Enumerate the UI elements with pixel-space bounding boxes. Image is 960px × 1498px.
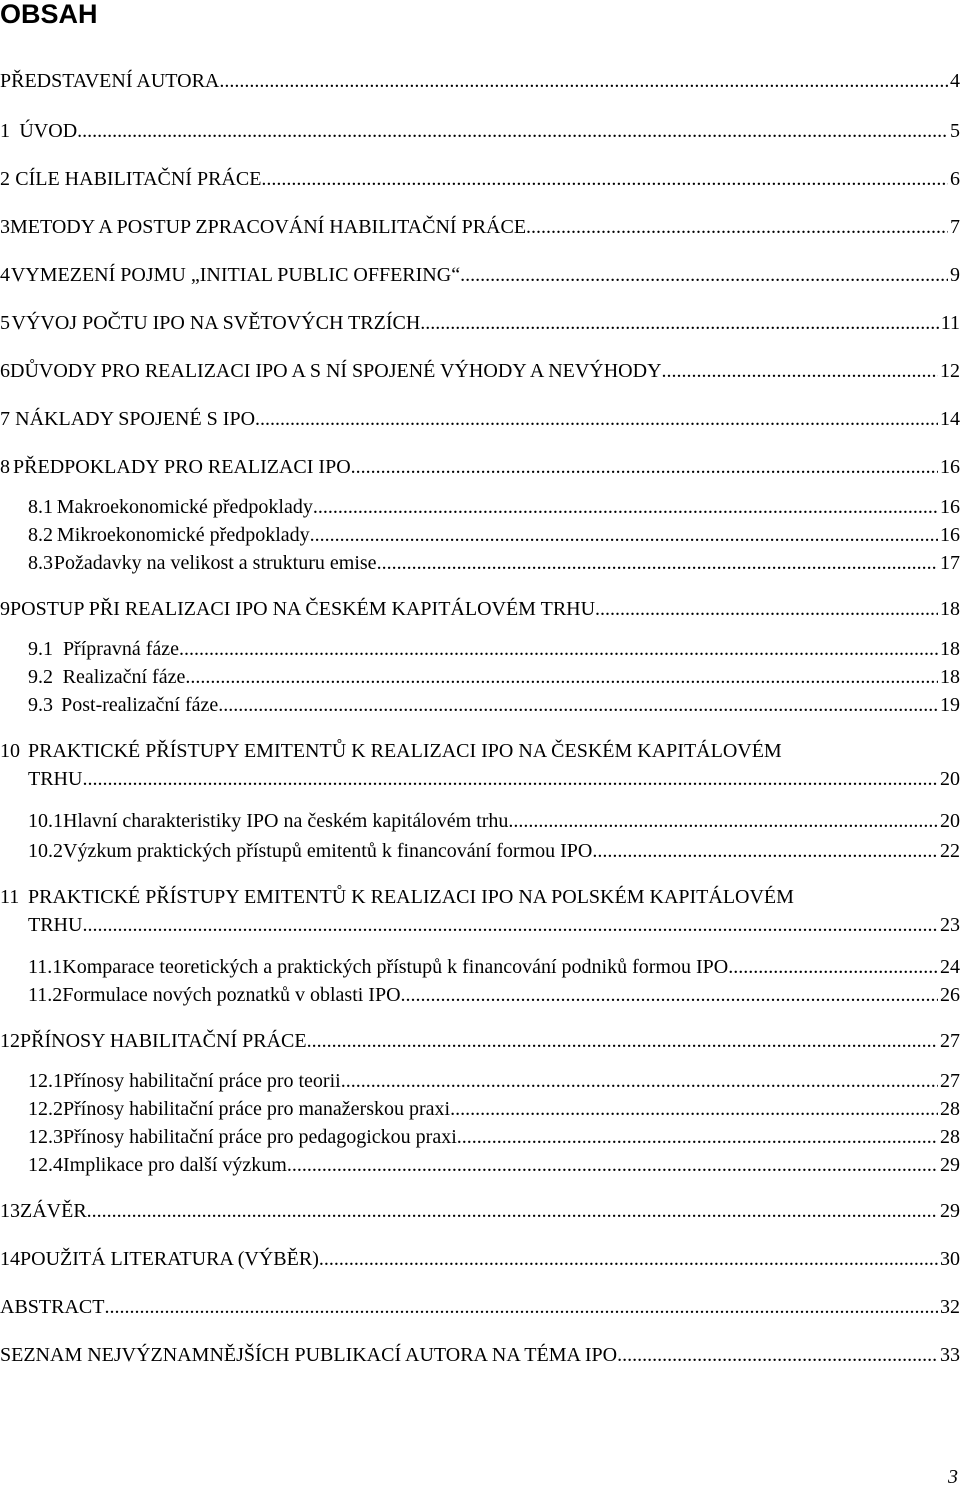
- toc-title: CÍLE HABILITAČNÍ PRÁCE: [15, 168, 262, 190]
- toc-page-number: 7: [950, 216, 960, 238]
- toc-title: SEZNAM NEJVÝZNAMNĚJŠÍCH PUBLIKACÍ AUTORA NA TÉMA IPO: [0, 1344, 618, 1366]
- toc-leader-dots: [77, 118, 948, 144]
- toc-leader-dots: [457, 1124, 938, 1150]
- toc-title: PRAKTICKÉ PŘÍSTUPY EMITENTŮ K REALIZACI IPO NA ČESKÉM KAPITÁLOVÉM: [28, 740, 782, 762]
- toc-page-number: 16: [940, 524, 960, 546]
- toc-entry[interactable]: [0, 118, 960, 144]
- toc-page-number: 27: [940, 1030, 960, 1052]
- toc-leader-dots: [82, 766, 938, 792]
- toc-entry[interactable]: [0, 310, 960, 336]
- toc-leader-dots: [307, 1028, 938, 1054]
- toc-page-number: 27: [940, 1070, 960, 1092]
- toc-entry[interactable]: [0, 1068, 960, 1094]
- toc-leader-dots: [351, 454, 938, 480]
- toc-leader-dots: [87, 1198, 938, 1224]
- toc-page-number: 32: [940, 1296, 960, 1318]
- toc-number: 4: [0, 264, 10, 286]
- toc-number: 11: [0, 886, 20, 908]
- toc-number: 12.1: [28, 1070, 63, 1092]
- toc-entry[interactable]: [0, 808, 960, 834]
- toc-title: VYMEZENÍ POJMU „INITIAL PUBLIC OFFERING“: [10, 264, 461, 286]
- toc-leader-dots: [450, 1096, 938, 1122]
- toc-leader-dots: [508, 808, 938, 834]
- toc-page-number: 18: [940, 666, 960, 688]
- toc-title: NÁKLADY SPOJENÉ S IPO: [15, 408, 256, 430]
- toc-page-number: 24: [940, 956, 960, 978]
- toc-leader-dots: [82, 912, 938, 938]
- toc-entry[interactable]: [0, 692, 960, 718]
- toc-page-number: 18: [940, 598, 960, 620]
- toc-entry[interactable]: [0, 1124, 960, 1150]
- toc-page-number: 6: [950, 168, 960, 190]
- toc-number: 1: [0, 120, 10, 142]
- toc-title: Přínosy habilitační práce pro manažerskou praxi: [63, 1098, 451, 1120]
- toc-title: DŮVODY PRO REALIZACI IPO A S NÍ SPOJENÉ VÝHODY A NEVÝHODY: [10, 360, 662, 382]
- toc-page-number: 18: [940, 638, 960, 660]
- toc-entry[interactable]: [0, 884, 960, 938]
- toc-title-continuation: TRHU: [28, 768, 83, 790]
- toc-title: PŘÍNOSY HABILITAČNÍ PRÁCE: [20, 1030, 307, 1052]
- toc-entry[interactable]: [0, 550, 960, 576]
- toc-leader-dots: [595, 596, 938, 622]
- toc-leader-dots: [460, 262, 948, 288]
- toc-leader-dots: [420, 310, 938, 336]
- toc-number: 8.1: [28, 496, 53, 518]
- toc-page-number: 29: [940, 1154, 960, 1176]
- toc-leader-dots: [313, 494, 938, 520]
- toc-title: Post-realizační fáze: [61, 694, 219, 716]
- toc-title: Přínosy habilitační práce pro teorii: [63, 1070, 341, 1092]
- toc-leader-dots: [185, 664, 938, 690]
- toc-page-number: 23: [940, 914, 960, 936]
- toc-entry[interactable]: [0, 1028, 960, 1054]
- toc-entry[interactable]: [0, 596, 960, 622]
- toc-number: 3: [0, 216, 10, 238]
- toc-number: 5: [0, 312, 10, 334]
- toc-page-number: 9: [950, 264, 960, 286]
- toc-title: Formulace nových poznatků v oblasti IPO: [62, 984, 401, 1006]
- toc-leader-dots: [310, 522, 938, 548]
- toc-leader-dots: [261, 166, 948, 192]
- toc-leader-dots: [341, 1068, 938, 1094]
- toc-entry[interactable]: [0, 954, 960, 980]
- toc-number: 12.3: [28, 1126, 63, 1148]
- toc-title: Implikace pro další výzkum: [63, 1154, 287, 1176]
- toc-page-number: 20: [940, 768, 960, 790]
- toc-entry[interactable]: [0, 1096, 960, 1122]
- toc-number: 9.2: [28, 666, 53, 688]
- toc-number: 10.1: [28, 810, 63, 832]
- toc-leader-dots: [662, 358, 938, 384]
- toc-page-number: 4: [950, 70, 960, 92]
- toc-leader-dots: [255, 406, 938, 432]
- toc-number: 13: [0, 1200, 20, 1222]
- toc-number: 10: [0, 740, 20, 762]
- toc-leader-dots: [104, 1294, 938, 1320]
- toc-leader-dots: [617, 1342, 938, 1368]
- toc-page-number: 16: [940, 496, 960, 518]
- toc-leader-dots: [401, 982, 938, 1008]
- toc-leader-dots: [728, 954, 938, 980]
- toc-number: 11.1: [28, 956, 63, 978]
- toc-number: 8.2: [28, 524, 53, 546]
- page-title: OBSAH: [0, 0, 98, 29]
- toc-title-continuation: TRHU: [28, 914, 83, 936]
- toc-title: Výzkum praktických přístupů emitentů k financování formou IPO: [63, 840, 593, 862]
- toc-entry[interactable]: [0, 494, 960, 520]
- toc-entry[interactable]: [0, 522, 960, 548]
- toc-title: VÝVOJ POČTU IPO NA SVĚTOVÝCH TRZÍCH: [11, 312, 421, 334]
- toc-entry[interactable]: [0, 262, 960, 288]
- toc-page-number: 11: [940, 312, 960, 334]
- toc-leader-dots: [218, 692, 938, 718]
- toc-title: POSTUP PŘI REALIZACI IPO NA ČESKÉM KAPITÁLOVÉM TRHU: [10, 598, 596, 620]
- toc-entry[interactable]: [0, 982, 960, 1008]
- toc-page-number: 14: [940, 408, 960, 430]
- toc-leader-dots: [592, 838, 938, 864]
- toc-entry[interactable]: [0, 406, 960, 432]
- toc-title: ZÁVĚR: [20, 1200, 87, 1222]
- toc-title: PRAKTICKÉ PŘÍSTUPY EMITENTŮ K REALIZACI IPO NA POLSKÉM KAPITÁLOVÉM: [28, 886, 794, 908]
- toc-number: 12: [0, 1030, 20, 1052]
- toc-title: Realizační fáze: [62, 666, 186, 688]
- toc-leader-dots: [319, 1246, 938, 1272]
- toc-page-number: 22: [940, 840, 960, 862]
- toc-page-number: 26: [940, 984, 960, 1006]
- toc-title: Přínosy habilitační práce pro pedagogickou praxi: [63, 1126, 457, 1148]
- toc-number: 2: [0, 168, 10, 190]
- toc-page-number: 5: [950, 120, 960, 142]
- toc-leader-dots: [526, 214, 948, 240]
- toc-entry[interactable]: [0, 166, 960, 192]
- toc-page-number: 28: [940, 1098, 960, 1120]
- toc-title: Makroekonomické předpoklady: [56, 496, 313, 518]
- toc-entry[interactable]: [0, 664, 960, 690]
- toc-number: 10.2: [28, 840, 63, 862]
- toc-entry[interactable]: [0, 636, 960, 662]
- toc-title: POUŽITÁ LITERATURA (VÝBĚR): [20, 1248, 319, 1270]
- toc-number: 9: [0, 598, 10, 620]
- toc-title: Hlavní charakteristiky IPO na českém kapitálovém trhu: [63, 810, 509, 832]
- toc-number: 9.3: [28, 694, 53, 716]
- toc-title: ABSTRACT: [0, 1296, 105, 1318]
- toc-number: 8.3: [28, 552, 53, 574]
- toc-number: 7: [0, 408, 10, 430]
- toc-number: 6: [0, 360, 10, 382]
- toc-entry[interactable]: [0, 1342, 960, 1368]
- toc-title: Přípravná fáze: [62, 638, 179, 660]
- toc-title: ÚVOD: [19, 120, 78, 142]
- toc-number: 12.2: [28, 1098, 63, 1120]
- toc-leader-dots: [179, 636, 938, 662]
- toc-entry[interactable]: [0, 454, 960, 480]
- toc-number: 14: [0, 1248, 20, 1270]
- toc-title: Komparace teoretických a praktických přístupů k financování podniků formou IPO: [62, 956, 729, 978]
- toc-page-number: 16: [940, 456, 960, 478]
- toc-leader-dots: [377, 550, 938, 576]
- page-number: 3: [948, 1466, 958, 1488]
- toc-page-number: 33: [940, 1344, 960, 1366]
- toc-title: PŘEDSTAVENÍ AUTORA: [0, 70, 220, 92]
- toc-entry[interactable]: [0, 838, 960, 864]
- toc-page-number: 20: [940, 810, 960, 832]
- toc-title: Mikroekonomické předpoklady: [56, 524, 310, 546]
- toc-page-number: 19: [940, 694, 960, 716]
- toc-number: 11.2: [28, 984, 63, 1006]
- toc-title: Požadavky na velikost a strukturu emise: [53, 552, 377, 574]
- toc-number: 8: [0, 456, 10, 478]
- toc-entry[interactable]: [0, 1246, 960, 1272]
- toc-page-number: 30: [940, 1248, 960, 1270]
- toc-entry[interactable]: [0, 1152, 960, 1178]
- toc-title: PŘEDPOKLADY PRO REALIZACI IPO: [13, 456, 351, 478]
- toc-leader-dots: [287, 1152, 938, 1178]
- toc-page-number: 28: [940, 1126, 960, 1148]
- toc-entry[interactable]: [0, 214, 960, 240]
- toc-page-number: 29: [940, 1200, 960, 1222]
- toc-entry[interactable]: [0, 738, 960, 792]
- toc-entry[interactable]: [0, 1198, 960, 1224]
- toc-title: METODY A POSTUP ZPRACOVÁNÍ HABILITAČNÍ PRÁCE: [10, 216, 527, 238]
- toc-number: 9.1: [28, 638, 53, 660]
- toc-number: 12.4: [28, 1154, 63, 1176]
- toc-page-number: 12: [940, 360, 960, 382]
- toc-leader-dots: [219, 68, 948, 94]
- toc-page-number: 17: [940, 552, 960, 574]
- toc-entry[interactable]: [0, 358, 960, 384]
- toc-entry[interactable]: [0, 68, 960, 94]
- toc-entry[interactable]: [0, 1294, 960, 1320]
